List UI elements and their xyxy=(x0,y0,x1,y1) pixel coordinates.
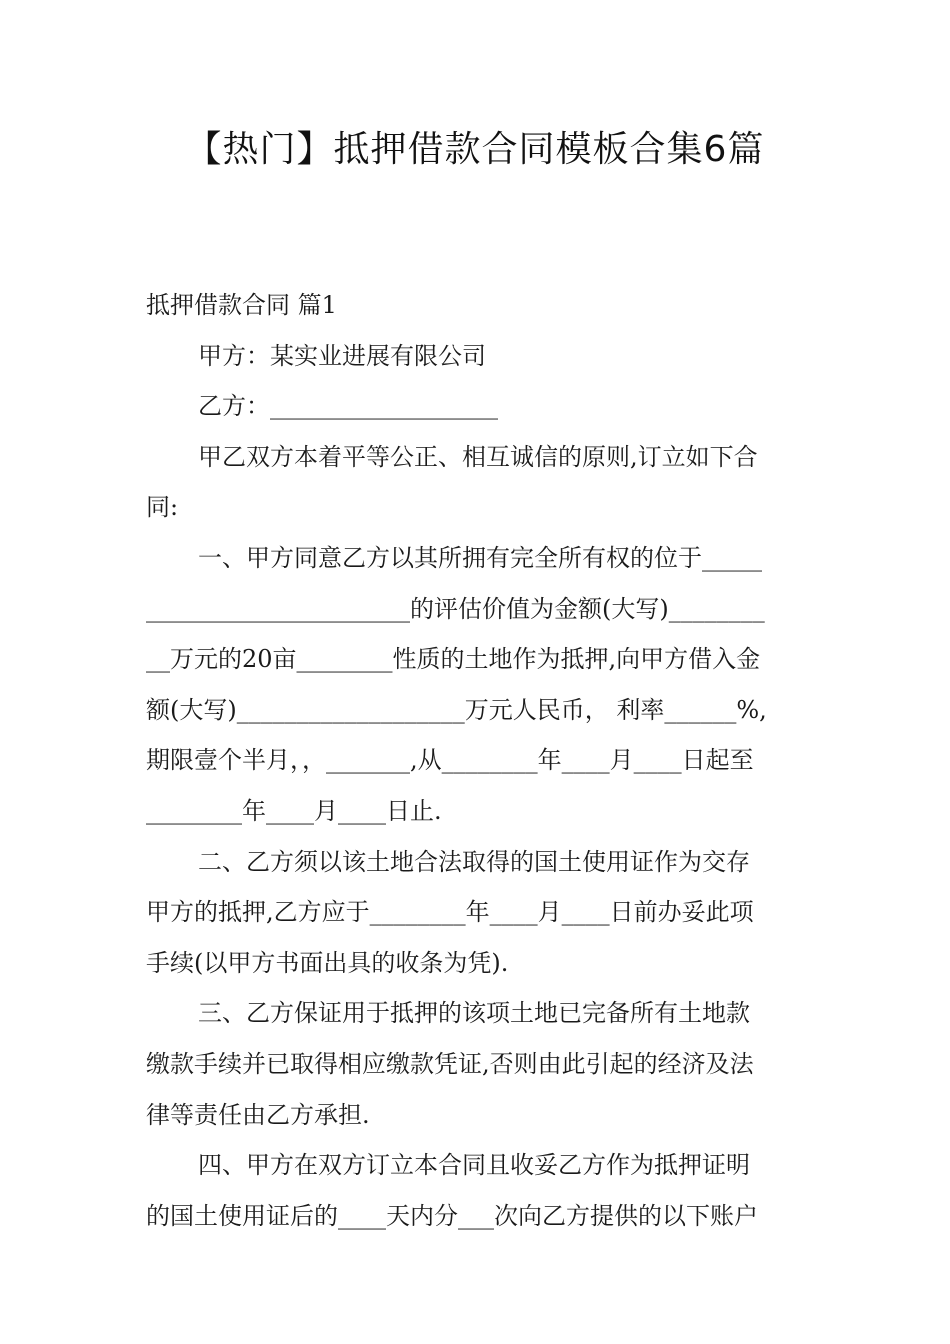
paragraph-line: 甲乙双方本着平等公正、相互诚信的原则,订立如下合 xyxy=(198,442,758,471)
document-title: 【热门】抵押借款合同模板合集6篇 xyxy=(185,129,765,170)
paragraph-line: 同: xyxy=(146,493,179,522)
party-a-line: 甲方：某实业进展有限公司 xyxy=(198,341,486,370)
section-heading: 抵押借款合同 篇1 xyxy=(146,291,337,319)
clause-1-line: ______________________的评估价值为金额(大写)________ xyxy=(146,594,765,623)
clause-2-line: 甲方的抵押,乙方应于________年____月____日前办妥此项 xyxy=(146,898,754,927)
party-b-line: 乙方：___________________ xyxy=(198,392,498,421)
clause-2-line: 二、乙方须以该土地合法取得的国土使用证作为交存 xyxy=(198,847,750,876)
clause-1-line: __万元的20亩________性质的土地作为抵押,向甲方借入金 xyxy=(146,645,761,674)
clause-1-line: 期限壹个半月，，_______,从________年____月____日起至 xyxy=(146,746,754,775)
clause-2-line: 手续(以甲方书面出具的收条为凭). xyxy=(146,948,509,977)
document-body xyxy=(146,280,810,1241)
clause-1-line: 额(大写)___________________万元人民币， 利率______%, xyxy=(146,695,767,724)
clause-4-line: 四、甲方在双方订立本合同且收妥乙方作为抵押证明 xyxy=(198,1151,750,1180)
clause-3-line: 律等责任由乙方承担. xyxy=(146,1100,370,1129)
clause-1-line: 一、甲方同意乙方以其所拥有完全所有权的位于_____ xyxy=(198,543,762,572)
clause-3-line: 缴款手续并已取得相应缴款凭证,否则由此引起的经济及法 xyxy=(146,1049,754,1078)
clause-1-line: ________年____月____日止. xyxy=(146,796,442,825)
clause-4-line: 的国土使用证后的____天内分___次向乙方提供的以下账户 xyxy=(146,1201,758,1230)
clause-3-line: 三、乙方保证用于抵押的该项土地已完备所有土地款 xyxy=(198,999,750,1028)
